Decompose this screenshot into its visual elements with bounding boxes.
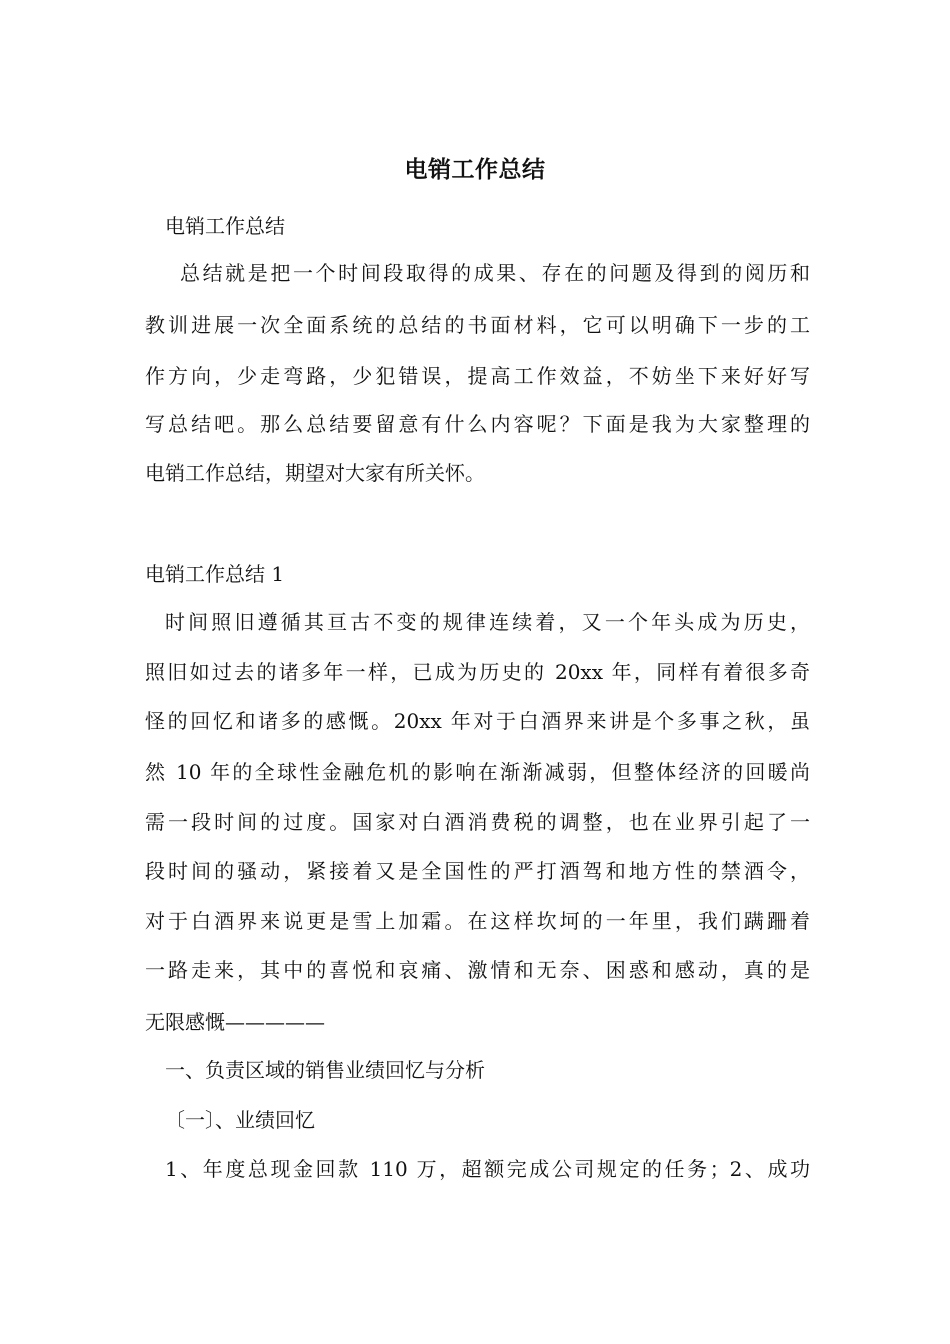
body-line-7: 对于白酒界来说更是雪上加霜。在这样坎坷的一年里，我们蹒跚着 — [145, 909, 810, 933]
subsection-heading-2: 〔一〕、业绩回忆 — [165, 1108, 315, 1132]
intro-line-1: 总结就是把一个时间段取得的成果、存在的问题及得到的阅历和 — [180, 261, 810, 285]
intro-line-5: 电销工作总结，期望对大家有所关怀。 — [145, 461, 485, 485]
subsection-heading-1: 一、负责区域的销售业绩回忆与分析 — [165, 1058, 485, 1082]
intro-line-4: 写总结吧。那么总结要留意有什么内容呢？下面是我为大家整理的 — [145, 412, 810, 436]
body-line-3: 怪的回忆和诸多的感慨。20xx 年对于白酒界来讲是个多事之秋，虽 — [145, 709, 810, 733]
body-line-8: 一路走来，其中的喜悦和哀痛、激情和无奈、困惑和感动，真的是 — [145, 958, 810, 982]
subtitle-line: 电销工作总结 — [165, 214, 285, 238]
intro-line-2: 教训进展一次全面系统的总结的书面材料，它可以明确下一步的工 — [145, 313, 810, 337]
list-line-1: 1、年度总现金回款 110 万，超额完成公司规定的任务；2、成功 — [165, 1157, 810, 1181]
body-line-2: 照旧如过去的诸多年一样，已成为历史的 20xx 年，同样有着很多奇 — [145, 660, 810, 684]
body-line-9: 无限感慨————— — [145, 1010, 325, 1034]
document-title: 电销工作总结 — [404, 156, 546, 183]
body-line-1: 时间照旧遵循其亘古不变的规律连续着，又一个年头成为历史， — [165, 610, 810, 634]
body-line-5: 需一段时间的过度。国家对白酒消费税的调整，也在业界引起了一 — [145, 810, 810, 834]
section-heading-1: 电销工作总结 1 — [145, 562, 285, 586]
body-line-4: 然 10 年的全球性金融危机的影响在渐渐减弱，但整体经济的回暖尚 — [145, 760, 810, 784]
body-line-6: 段时间的骚动，紧接着又是全国性的严打酒驾和地方性的禁酒令， — [145, 859, 810, 883]
intro-line-3: 作方向，少走弯路，少犯错误，提高工作效益，不妨坐下来好好写 — [145, 364, 810, 388]
